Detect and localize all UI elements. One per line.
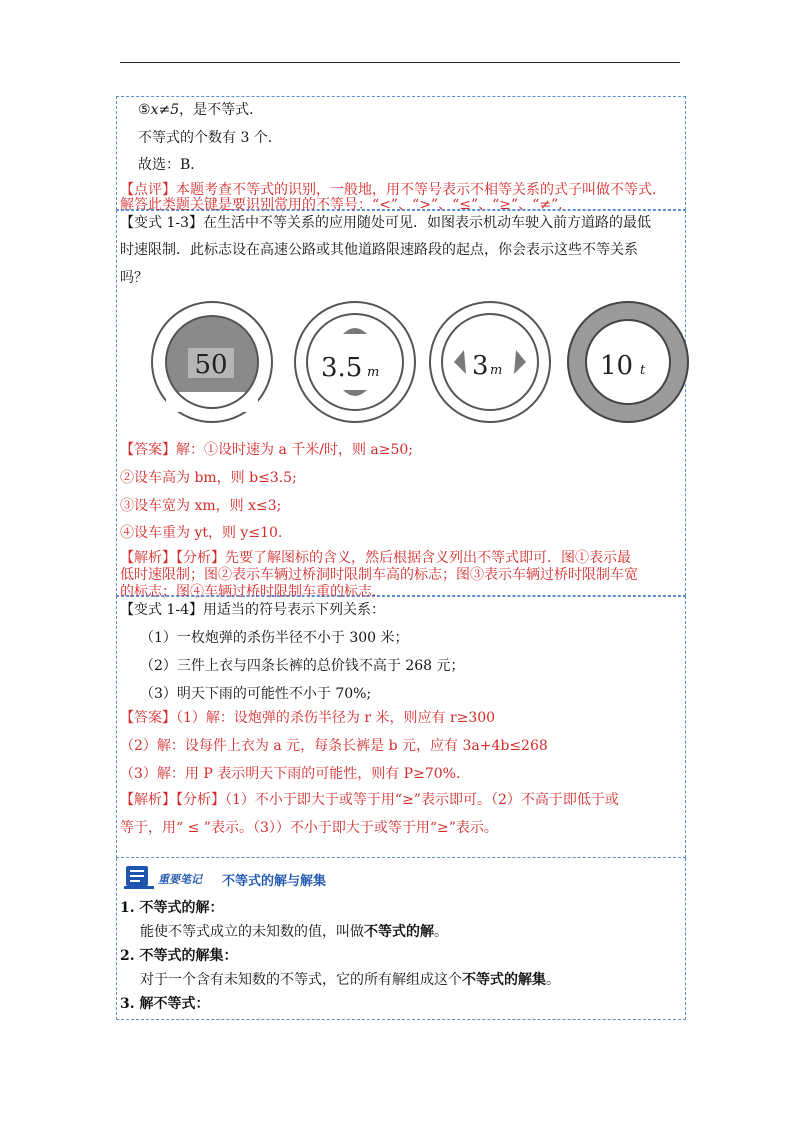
analysis-1-4-line-2: 等于，用“ ≤ ”表示。（3））不小于即大于或等于用“≥”表示。 — [120, 820, 498, 836]
answer-1-4-line-2: （2）解：设每件上衣为 a 元，每条长裤是 b 元，应有 3a+4b≤268 — [120, 738, 548, 754]
answer-1-4-line-1: 【答案】（1）解：设炮弹的杀伤半径为 r 米，则应有 r≥300 — [120, 710, 496, 726]
sign-2-value: 3.5 — [321, 353, 363, 383]
notes-p2-end: 。 — [546, 972, 560, 988]
height-limit-sign — [293, 300, 417, 424]
answer-1-3-line-4: ④设车重为 yt，则 y≤10. — [120, 525, 283, 541]
exercise-1-3-title-2: 时速限制．此标志设在高速公路或其他道路限速路段的起点，你会表示这些不等关系 — [120, 242, 638, 258]
analysis-1-3-line-2: 低时速限制；图②表示车辆过桥洞时限制车高的标志；图③表示车辆过桥时限制车宽 — [120, 567, 638, 583]
notes-heading-3: 3. 解不等式： — [120, 996, 210, 1012]
analysis-1-4-line-1: 【解析】【分析】（1）不小于即大于或等于用“≥”表示即可。（2）不高于即低于或 — [120, 792, 619, 808]
item-5-number: ⑤ — [138, 102, 151, 118]
item-5-text: ，是不等式． — [179, 102, 264, 118]
notes-p1-end: 。 — [434, 924, 448, 940]
sign-3-unit: m — [490, 363, 503, 378]
item-5-expression: x≠5 — [150, 102, 180, 118]
sign-1-value: 50 — [194, 350, 228, 380]
exercise-1-4-item-1: （1）一枚炮弹的杀伤半径不小于 300 米； — [140, 630, 409, 646]
header-rule — [120, 62, 680, 63]
notes-paragraph-1 — [140, 922, 448, 942]
comment-line-2: 解答此类题关键是要识别常用的不等号：“<”、“>”、“≤”、“≥”、“≠”． — [120, 197, 573, 213]
notes-p1-text: 能使不等式成立的未知数的值，叫做 — [140, 924, 364, 940]
notebook-icon — [124, 864, 154, 894]
exercise-1-4-item-3: （3）明天下雨的可能性不小于 70%; — [140, 686, 372, 702]
sign-4-unit: t — [640, 363, 646, 378]
analysis-1-3-line-1: 【解析】【分析】先要了解图标的含义，然后根据含义列出不等式即可．图①表示最 — [120, 550, 631, 566]
answer-1-3-line-3: ③设车宽为 xm，则 x≤3; — [120, 498, 282, 514]
notes-header — [124, 864, 326, 894]
comment-line-1: 【点评】本题考查不等式的识别，一般地，用不等号表示不相等关系的式子叫做不等式． — [120, 182, 666, 198]
exercise-1-4-item-2: （2）三件上衣与四条长裤的总价钱不高于 268 元； — [140, 658, 465, 674]
item-5-line — [138, 100, 263, 120]
notes-p1-term: 不等式的解 — [364, 924, 434, 940]
weight-limit-sign — [566, 300, 690, 424]
notes-heading-1: 1. 不等式的解： — [120, 900, 224, 916]
notes-p2-text: 对于一个含有未知数的不等式，它的所有解组成这个 — [140, 972, 462, 988]
width-limit-sign — [428, 300, 552, 424]
speed-limit-sign — [150, 300, 274, 424]
sign-3-value: 3 — [472, 351, 489, 381]
notes-badge: 重要笔记 — [158, 873, 202, 886]
exercise-1-3-title-3: 吗？ — [120, 270, 148, 286]
count-line: 不等式的个数有 3 个． — [138, 130, 282, 146]
sign-2-unit: m — [367, 365, 380, 380]
notes-heading-2: 2. 不等式的解集： — [120, 948, 238, 964]
answer-1-3-line-1: 【答案】解：①设时速为 a 千米/时，则 a≥50; — [120, 442, 414, 458]
notes-title: 不等式的解与解集 — [222, 873, 327, 889]
exercise-1-4-title: 【变式 1-4】用适当的符号表示下列关系： — [120, 602, 385, 618]
analysis-1-3-line-3: 的标志；图④车辆过桥时限制车重的标志． — [120, 584, 386, 600]
exercise-1-3-title-1: 【变式 1-3】在生活中不等关系的应用随处可见．如图表示机动车驶入前方道路的最低 — [120, 215, 651, 231]
notes-p2-term: 不等式的解集 — [462, 972, 546, 988]
choose-line: 故选：B． — [138, 157, 205, 173]
sign-4-value: 10 — [600, 351, 634, 381]
answer-1-4-line-3: （3）解：用 P 表示明天下雨的可能性，则有 P≥70%. — [120, 766, 461, 782]
answer-1-3-line-2: ②设车高为 bm，则 b≤3.5; — [120, 470, 297, 486]
notes-paragraph-2 — [140, 970, 560, 990]
